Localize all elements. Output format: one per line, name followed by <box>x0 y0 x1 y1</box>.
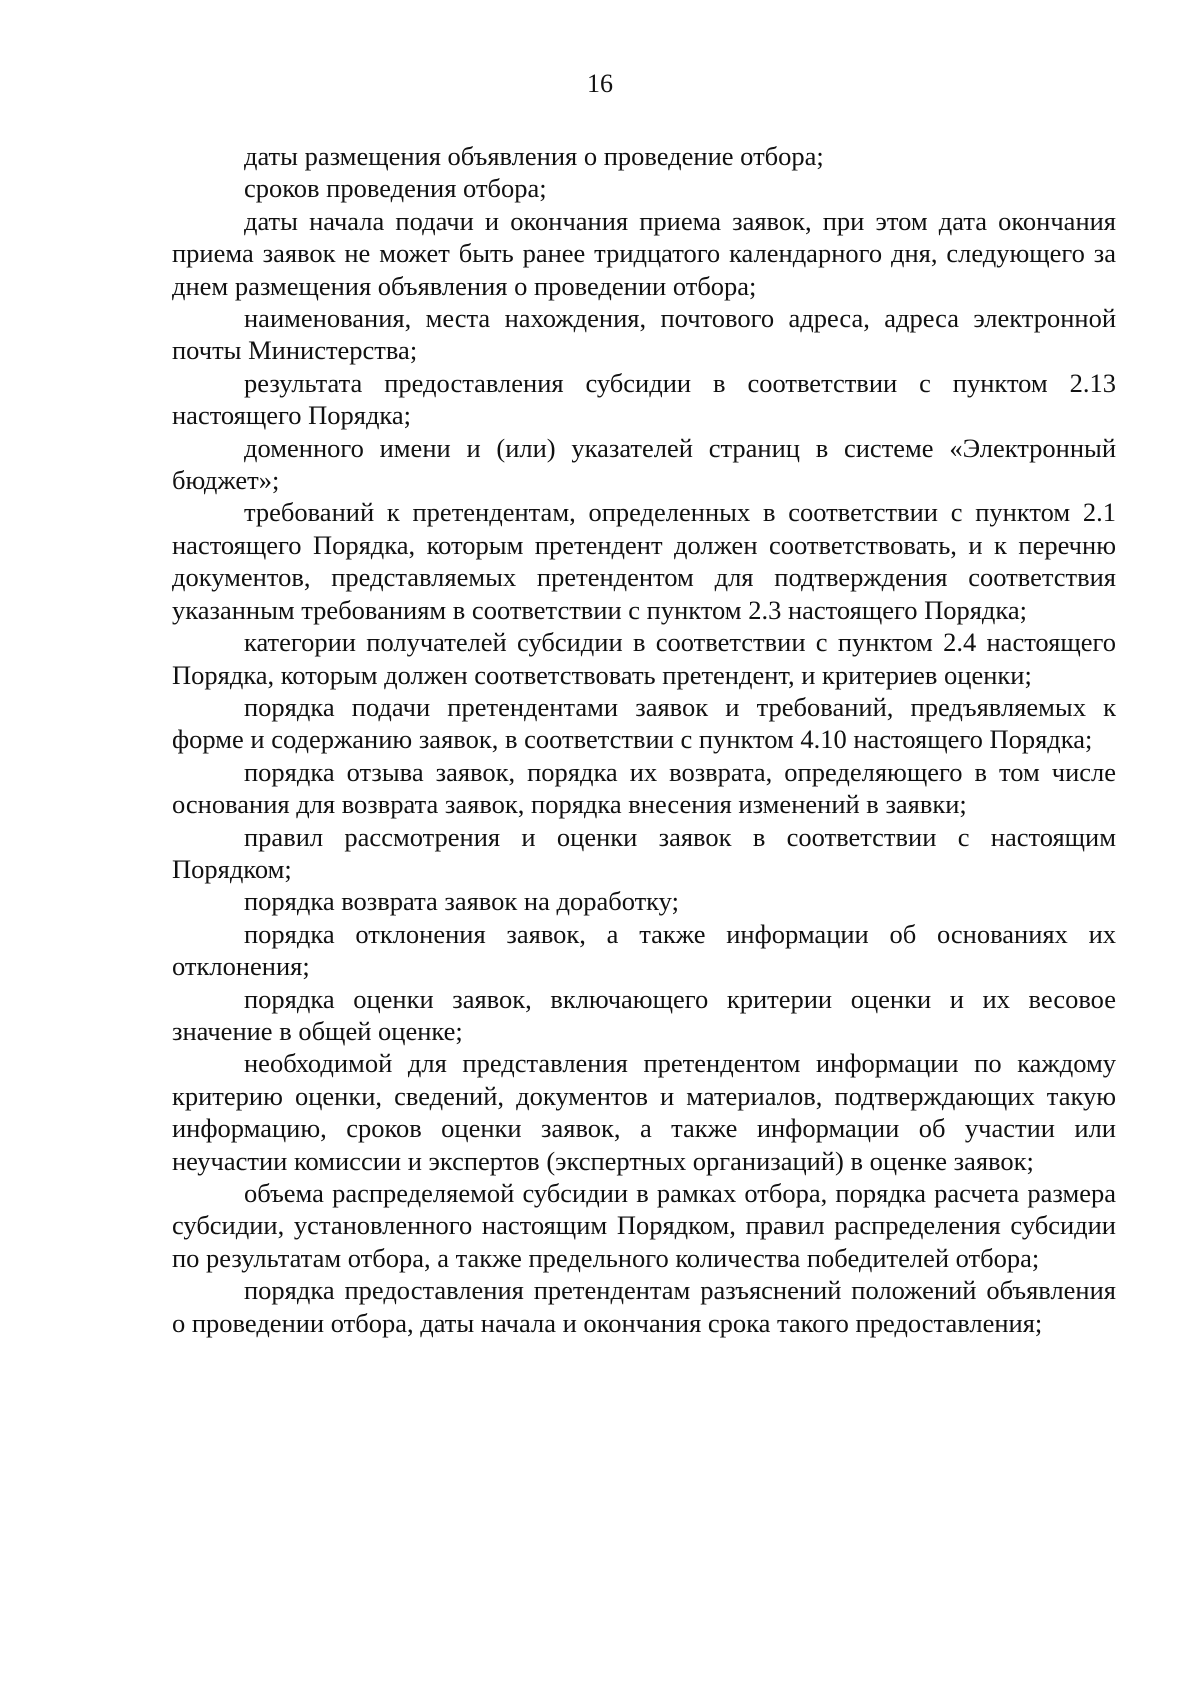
paragraph-application-dates: даты начала подачи и окончания приема заявок, при этом дата окончания приема заявок не может быть ранее тридцатого календарного дня, следующего за днем размещения объявления о проведении отбора; <box>172 205 1116 301</box>
paragraph-applicant-requirements: требований к претендентам, определенных в соответствии с пунктом 2.1 настоящего Порядка, которым претендент должен соответствовать, и к перечню документов, представляемых претендентом для подтверждения соответствия указанным требованиям в соответствии с пунктом 2.3 настоящего Порядка; <box>172 497 1116 625</box>
paragraph-announcement-date: даты размещения объявления о проведение отбора; <box>244 141 824 171</box>
paragraph-clarifications: порядка предоставления претендентам разъяснений положений объявления о проведении отбора, даты начала и окончания срока такого предоставления; <box>172 1275 1116 1338</box>
page-number: 16 <box>587 69 613 98</box>
paragraph-subsidy-result: результата предоставления субсидии в соответствии с пунктом 2.13 настоящего Порядка; <box>172 367 1116 431</box>
paragraph-rejection-procedure: порядка отклонения заявок, а также информации об основаниях их отклонения; <box>172 918 1116 982</box>
paragraph-review-rules: правил рассмотрения и оценки заявок в соответствии с настоящим Порядком; <box>172 821 1116 884</box>
document-body <box>172 140 1116 1339</box>
paragraph-ministry-contacts: наименования, места нахождения, почтового адреса, адреса электронной почты Министерства; <box>172 303 1116 366</box>
paragraph-recipient-categories: категории получателей субсидии в соответствии с пунктом 2.4 настоящего Порядка, которым должен соответствовать претендент, и критериев оценки; <box>172 627 1116 690</box>
paragraph-subsidy-volume: объема распределяемой субсидии в рамках отбора, порядка расчета размера субсидии, установленного настоящим Порядком, правил распределения субсидии по результатам отбора, а также предельного количества победителей отбора; <box>172 1178 1116 1273</box>
paragraph-submission-procedure: порядка подачи претендентами заявок и требований, предъявляемых к форме и содержанию заявок, в соответствии с пунктом 4.10 настоящего Порядка; <box>172 691 1116 755</box>
paragraph-selection-terms: сроков проведения отбора; <box>244 173 547 204</box>
paragraph-return-for-revision: порядка возврата заявок на доработку; <box>244 886 679 917</box>
paragraph-withdrawal-procedure: порядка отзыва заявок, порядка их возврата, определяющего в том числе основания для возврата заявок, порядка внесения изменений в заявки; <box>172 756 1116 820</box>
paragraph-required-information: необходимой для представления претендентом информации по каждому критерию оценки, сведений, документов и материалов, подтверждающих такую информацию, сроков оценки заявок, а также информации об участии или неучастии комиссии и экспертов (экспертных организаций) в оценке заявок; <box>172 1048 1116 1176</box>
paragraph-domain-name: доменного имени и (или) указателей страниц в системе «Электронный бюджет»; <box>172 432 1116 496</box>
paragraph-evaluation-procedure: порядка оценки заявок, включающего критерии оценки и их весовое значение в общей оценке; <box>172 983 1116 1046</box>
